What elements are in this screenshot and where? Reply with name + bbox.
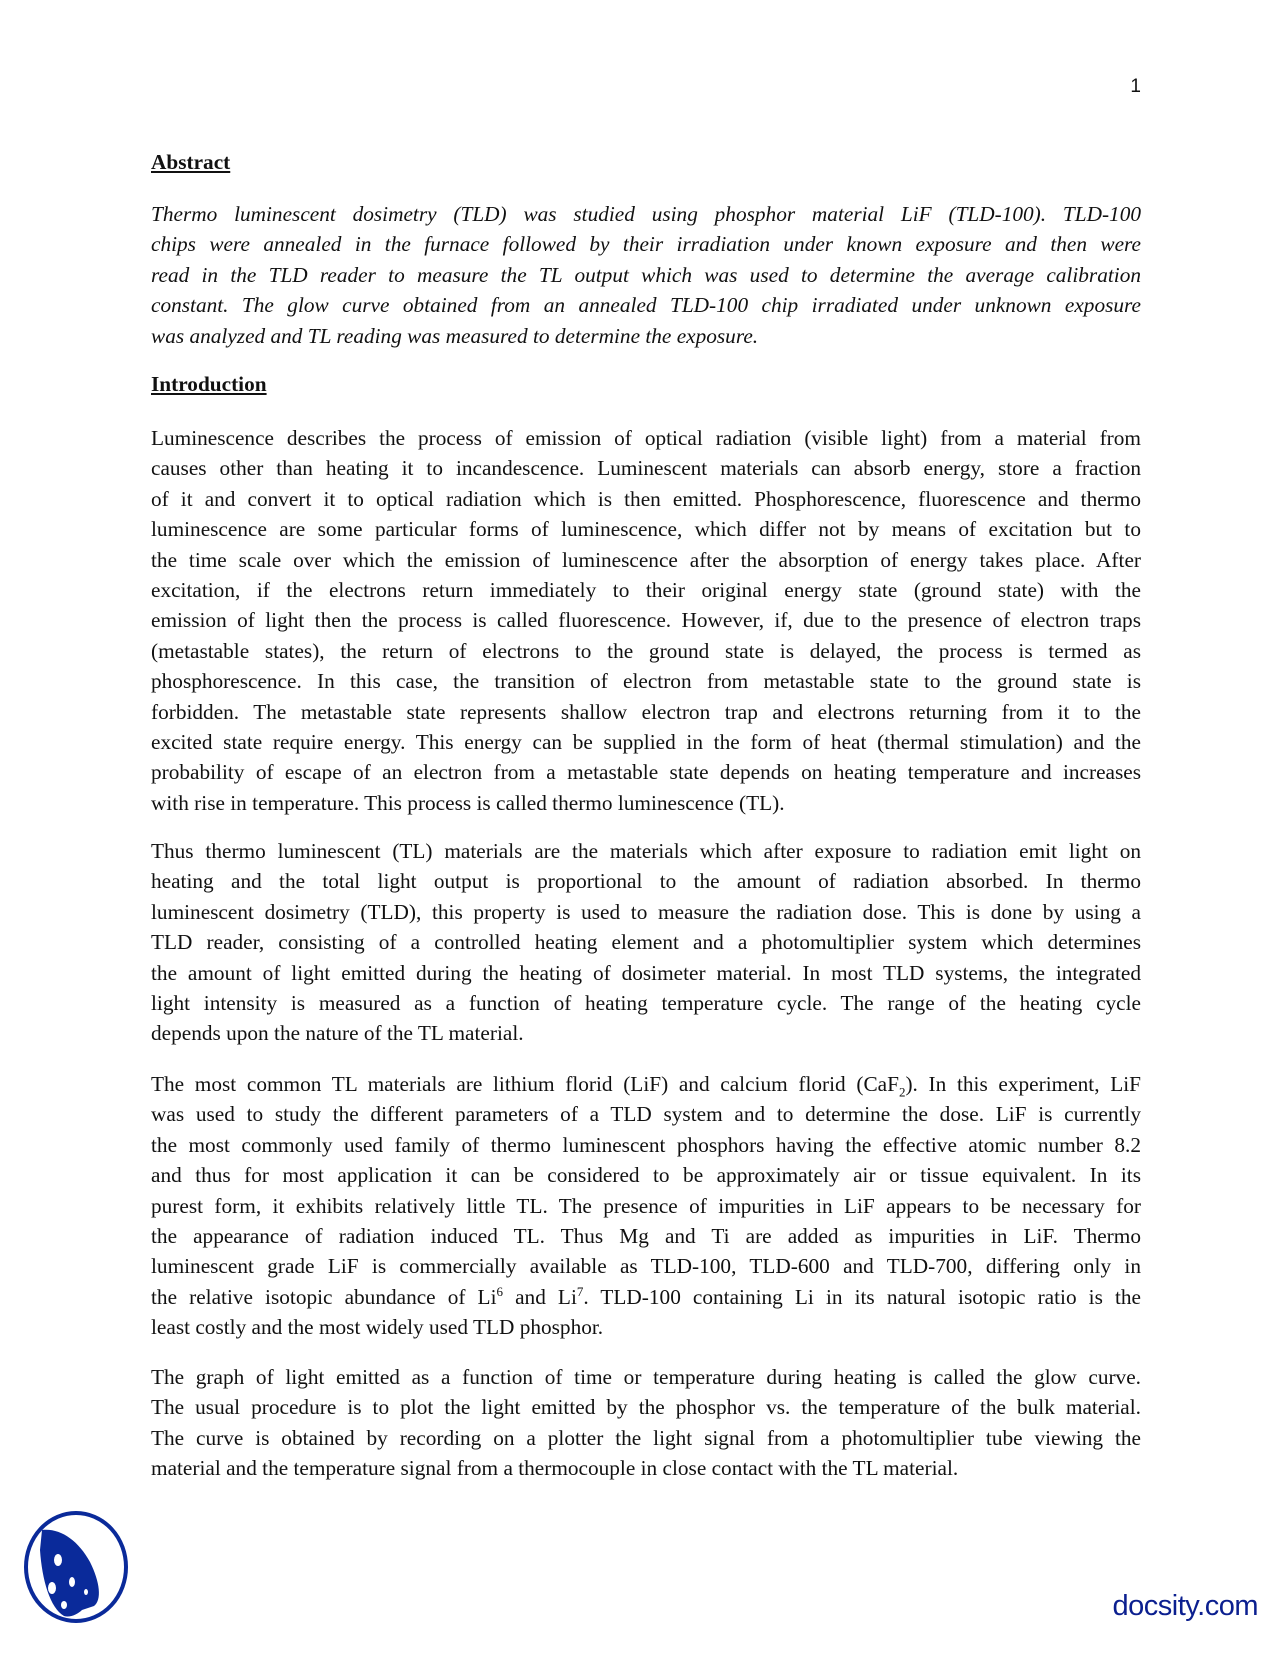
text-line: the time scale over which the emission of luminescence after the absorption of energy takes place. After — [151, 547, 1141, 572]
text-line: excitation, if the electrons return immediately to their original energy state (ground state) with the — [151, 577, 1141, 602]
text-line — [151, 1069, 1141, 1099]
text-segment: the relative isotopic abundance of Li — [151, 1284, 497, 1309]
superscript: 7 — [576, 1283, 584, 1299]
text-line: excited state require energy. This energy can be supplied in the form of heat (thermal stimulation) and the — [151, 729, 1141, 754]
text-line: constant. The glow curve obtained from an annealed TLD-100 chip irradiated under unknown exposure — [151, 293, 1141, 318]
docsity-brand-link[interactable]: docsity.com — [1112, 1590, 1258, 1622]
introduction-heading — [151, 372, 1141, 397]
text-line: TLD reader, consisting of a controlled heating element and a photomultiplier system which determines — [151, 930, 1141, 955]
intro-paragraph-2 — [151, 836, 1141, 1049]
text-line: of it and convert it to optical radiation which is then emitted. Phosphorescence, fluorescence and thermo — [151, 486, 1141, 511]
text-line: The graph of light emitted as a function of time or temperature during heating is called the glow curve. — [151, 1365, 1141, 1389]
text-line: heating and the total light output is proportional to the amount of radiation absorbed. In thermo — [151, 869, 1141, 894]
text-line: depends upon the nature of the TL material. — [151, 1021, 524, 1046]
text-line: (metastable states), the return of electrons to the ground state is delayed, the process is termed as — [151, 638, 1141, 663]
text-segment: and Li — [503, 1284, 577, 1309]
text-segment: The most common TL materials are lithium florid (LiF) and calcium florid (CaF — [151, 1072, 899, 1096]
abstract-heading-text: Abstract — [151, 150, 231, 174]
text-line: luminescent grade LiF is commercially available as TLD-100, TLD-600 and TLD-700, differing only in — [151, 1254, 1141, 1279]
text-line: was analyzed and TL reading was measured to determine the exposure. — [151, 323, 759, 348]
text-line: material and the temperature signal from a thermocouple in close contact with the TL material. — [151, 1456, 959, 1481]
abstract-body — [151, 199, 1141, 351]
text-segment: . TLD-100 containing Li in its natural isotopic ratio is the — [583, 1284, 1142, 1309]
text-line: phosphorescence. In this case, the transition of electron from metastable state to the ground state is — [151, 669, 1141, 694]
intro-paragraph-1 — [151, 423, 1141, 818]
docsity-logo-icon[interactable] — [20, 1510, 132, 1624]
superscript: 6 — [496, 1283, 503, 1299]
text-line: probability of escape of an electron from a metastable state depends on heating temperature and increases — [151, 760, 1141, 785]
text-line: forbidden. The metastable state represents shallow electron trap and electrons returning from it to the — [151, 699, 1141, 724]
text-line: purest form, it exhibits relatively little TL. The presence of impurities in LiF appears to be necessary for — [151, 1193, 1141, 1218]
text-segment: ). In this experiment, LiF — [905, 1072, 1141, 1096]
text-line: causes other than heating it to incandescence. Luminescent materials can absorb energy, store a fraction — [151, 456, 1141, 481]
text-line: read in the TLD reader to measure the TL output which was used to determine the average calibration — [151, 262, 1141, 287]
text-line: The usual procedure is to plot the light emitted by the phosphor vs. the temperature of the bulk material. — [151, 1395, 1141, 1420]
intro-paragraph-4 — [151, 1362, 1141, 1484]
text-line: Luminescence describes the process of emission of optical radiation (visible light) from a material from — [151, 426, 1141, 450]
subscript: 2 — [898, 1084, 906, 1100]
intro-paragraph-3 — [151, 1069, 1141, 1343]
text-line: was used to study the different parameters of a TLD system and to determine the dose. LiF is currently — [151, 1102, 1141, 1127]
text-line: the amount of light emitted during the heating of dosimeter material. In most TLD systems, the integrated — [151, 960, 1141, 985]
abstract-heading — [151, 150, 1141, 175]
text-line: Thus thermo luminescent (TL) materials are the materials which after exposure to radiation emit light on — [151, 839, 1141, 863]
text-line: luminescence are some particular forms of luminescence, which differ not by means of excitation but to — [151, 517, 1141, 542]
text-line — [151, 1282, 1141, 1312]
text-line: chips were annealed in the furnace followed by their irradiation under known exposure and then were — [151, 232, 1141, 257]
text-line: The curve is obtained by recording on a plotter the light signal from a photomultiplier tube viewing the — [151, 1425, 1141, 1450]
text-line: the most commonly used family of thermo luminescent phosphors having the effective atomic number 8.2 — [151, 1132, 1141, 1157]
page-number: 1 — [1130, 76, 1141, 97]
text-line: the appearance of radiation induced TL. Thus Mg and Ti are added as impurities in LiF. Thermo — [151, 1223, 1141, 1248]
text-line: luminescent dosimetry (TLD), this property is used to measure the radiation dose. This is done by using a — [151, 899, 1141, 924]
text-line: light intensity is measured as a function of heating temperature cycle. The range of the heating cycle — [151, 990, 1141, 1015]
text-line: and thus for most application it can be considered to be approximately air or tissue equivalent. In its — [151, 1163, 1141, 1188]
text-line: least costly and the most widely used TLD phosphor. — [151, 1315, 604, 1340]
text-line: Thermo luminescent dosimetry (TLD) was studied using phosphor material LiF (TLD-100). TLD-100 — [151, 202, 1141, 226]
introduction-heading-text: Introduction — [151, 372, 267, 396]
text-line: emission of light then the process is called fluorescence. However, if, due to the presence of electron traps — [151, 608, 1141, 633]
text-line: with rise in temperature. This process is called thermo luminescence (TL). — [151, 790, 785, 815]
